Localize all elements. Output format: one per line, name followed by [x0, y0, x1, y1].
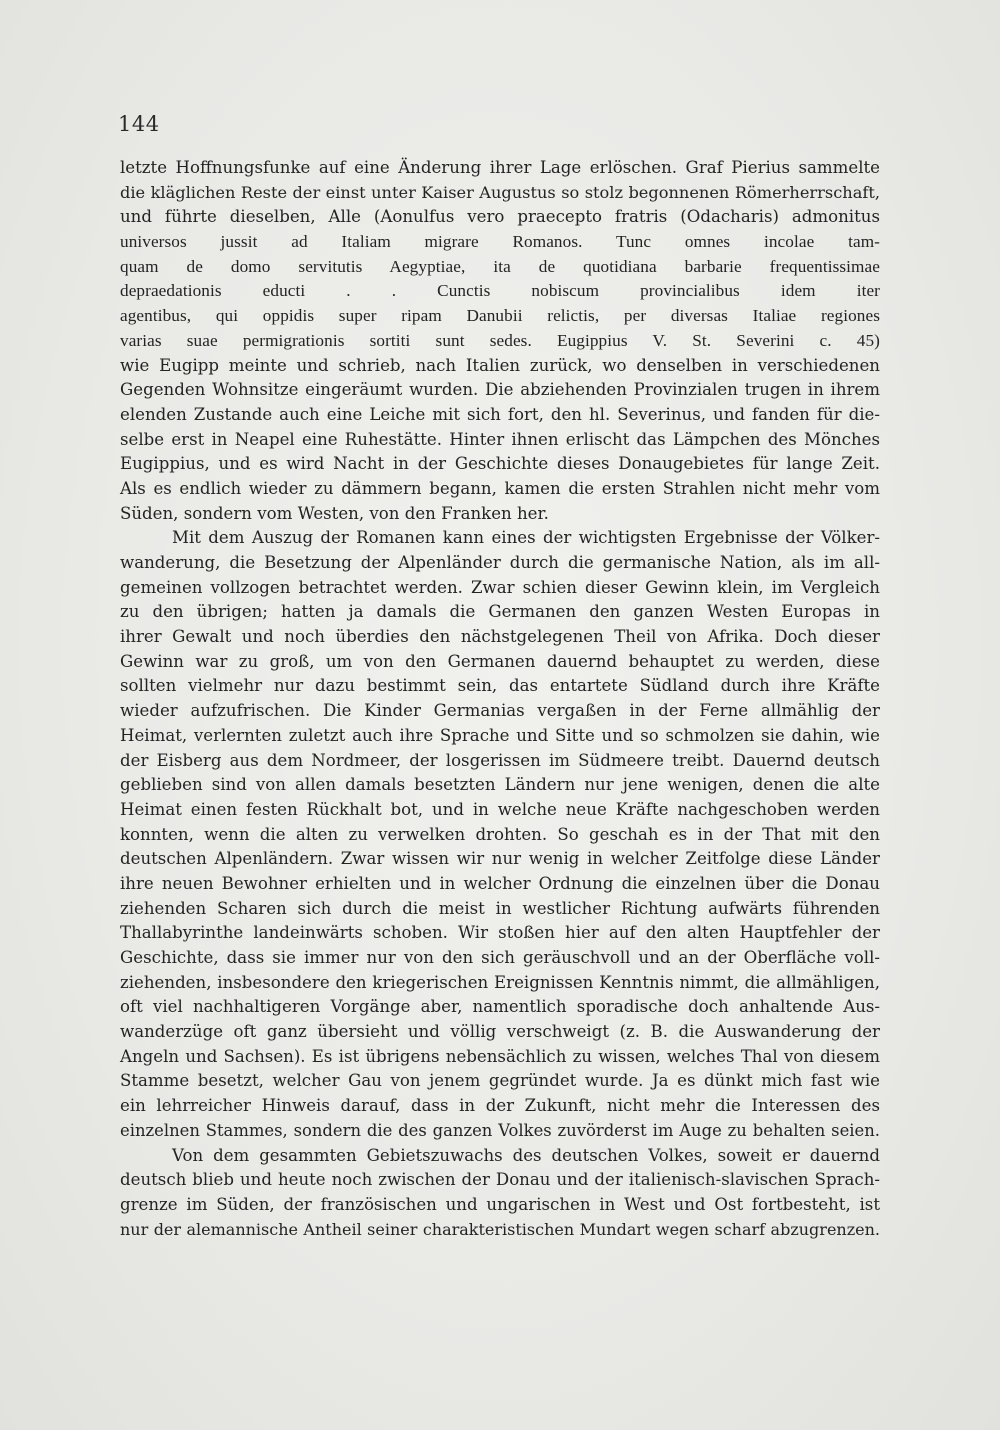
- text-line: und führte dieselben, Alle (Aonulfus vero praecepto fratris (Odacharis) admonitus: [120, 207, 880, 227]
- text-line: oft viel nachhaltigeren Vorgänge aber, namentlich sporadische doch anhaltende Aus-: [120, 997, 880, 1017]
- text-line: elenden Zustande auch eine Leiche mit sich fort, den hl. Severinus, und fanden für die-: [120, 404, 880, 424]
- text-line: konnten, wenn die alten zu verwelken drohten. So geschah es in der That mit den: [120, 824, 880, 844]
- text-line: einzelnen Stammes, sondern die des ganzen Volkes zuvörderst im Auge zu behalten seien.: [120, 1120, 880, 1140]
- text-line: geblieben sind von allen damals besetzten Ländern nur jene wenigen, denen die alte: [120, 775, 880, 795]
- text-line: sollten vielmehr nur dazu bestimmt sein, das entartete Südland durch ihre Kräfte: [120, 676, 880, 696]
- text-line: nur der alemannische Antheil seiner charakteristischen Mundart wegen scharf abzugrenzen.: [120, 1219, 880, 1239]
- text-line: ihrer Gewalt und noch überdies den nächstgelegenen Theil von Afrika. Doch dieser: [120, 627, 880, 647]
- text-line: ziehenden, insbesondere den kriegerischen Ereignissen Kenntnis nimmt, die allmähligen,: [120, 972, 880, 992]
- text-line: Von dem gesammten Gebietszuwachs des deutschen Volkes, soweit er dauernd: [172, 1145, 880, 1165]
- paragraph: [120, 156, 880, 526]
- text-line: universos jussit ad Italiam migrare Romanos. Tunc omnes incolae tam-: [120, 232, 880, 252]
- text-line: grenze im Süden, der französischen und ungarischen in West und Ost fortbesteht, ist: [120, 1194, 880, 1214]
- text-line: wie Eugipp meinte und schrieb, nach Italien zurück, wo denselben in verschiedenen: [120, 355, 880, 375]
- text-line: depraedationis educti . . Cunctis nobiscum provincialibus idem iter: [120, 281, 880, 301]
- text-line: quam de domo servitutis Aegyptiae, ita de quotidiana barbarie frequentissimae: [120, 256, 880, 276]
- text-line: agentibus, qui oppidis super ripam Danubii relictis, per diversas Italiae regiones: [120, 306, 880, 326]
- text-line: deutsch blieb und heute noch zwischen der Donau und der italienisch-slavischen Sprach-: [120, 1170, 880, 1190]
- text-line: Eugippius, und es wird Nacht in der Geschichte dieses Donaugebietes für lange Zeit.: [120, 454, 880, 474]
- paragraph: [120, 526, 880, 1143]
- paragraph: [120, 1144, 880, 1243]
- text-line: wanderung, die Besetzung der Alpenländer durch die germanische Nation, als im all-: [120, 553, 880, 572]
- text-line: wieder aufzufrischen. Die Kinder Germanias vergaßen in der Ferne allmählig der: [120, 701, 880, 721]
- text-line: ziehenden Scharen sich durch die meist in westlicher Richtung aufwärts führenden: [120, 898, 880, 918]
- text-line: Gewinn war zu groß, um von den Germanen dauernd behauptet zu werden, diese: [120, 651, 880, 671]
- text-line: zu den übrigen; hatten ja damals die Germanen den ganzen Westen Europas in: [120, 602, 880, 622]
- text-line: der Eisberg aus dem Nordmeer, der losgerissen im Südmeere treibt. Dauernd deutsch: [120, 750, 880, 770]
- text-line: Gegenden Wohnsitze eingeräumt wurden. Die abziehenden Provinzialen trugen in ihrem: [120, 380, 880, 400]
- text-line: letzte Hoffnungsfunke auf eine Änderung ihrer Lage erlöschen. Graf Pierius sammelte: [120, 158, 880, 177]
- text-line: gemeinen vollzogen betrachtet werden. Zwar schien dieser Gewinn klein, im Vergleich: [120, 577, 880, 597]
- text-line: Angeln und Sachsen). Es ist übrigens nebensächlich zu wissen, welches Thal von diesem: [120, 1046, 880, 1066]
- text-line: deutschen Alpenländern. Zwar wissen wir nur wenig in welcher Zeitfolge diese Länder: [120, 849, 880, 869]
- text-line: Heimat einen festen Rückhalt bot, und in welche neue Kräfte nachgeschoben werden: [120, 799, 880, 819]
- text-line: wanderzüge oft ganz übersieht und völlig verschweigt (z. B. die Auswanderung der: [120, 1022, 880, 1042]
- text-line: Thallabyrinthe landeinwärts schoben. Wir stoßen hier auf den alten Hauptfehler der: [120, 923, 880, 943]
- page-number: 144: [118, 112, 160, 136]
- text-line: Heimat, verlernten zuletzt auch ihre Sprache und Sitte und so schmolzen sie dahin, wie: [120, 725, 880, 745]
- text-line: Geschichte, dass sie immer nur von den sich geräuschvoll und an der Oberfläche voll-: [120, 948, 880, 967]
- text-line: Süden, sondern vom Westen, von den Franken her.: [120, 503, 549, 523]
- text-line: Als es endlich wieder zu dämmern begann, kamen die ersten Strahlen nicht mehr vom: [120, 478, 880, 498]
- text-line: Stamme besetzt, welcher Gau von jenem gegründet wurde. Ja es dünkt mich fast wie: [120, 1071, 880, 1091]
- text-line: selbe erst in Neapel eine Ruhestätte. Hinter ihnen erlischt das Lämpchen des Mönches: [120, 429, 880, 449]
- text-line: ihre neuen Bewohner erhielten und in welcher Ordnung die einzelnen über die Donau: [120, 873, 880, 893]
- body-text: [120, 156, 880, 1242]
- text-line: varias suae permigrationis sortiti sunt sedes. Eugippius V. St. Severini c. 45): [120, 330, 880, 350]
- text-line: die kläglichen Reste der einst unter Kaiser Augustus so stolz begonnenen Römerherrschaft,: [120, 182, 880, 202]
- text-line: Mit dem Auszug der Romanen kann eines der wichtigsten Ergebnisse der Völker-: [172, 528, 880, 548]
- text-line: ein lehrreicher Hinweis darauf, dass in der Zukunft, nicht mehr die Interessen des: [120, 1096, 880, 1116]
